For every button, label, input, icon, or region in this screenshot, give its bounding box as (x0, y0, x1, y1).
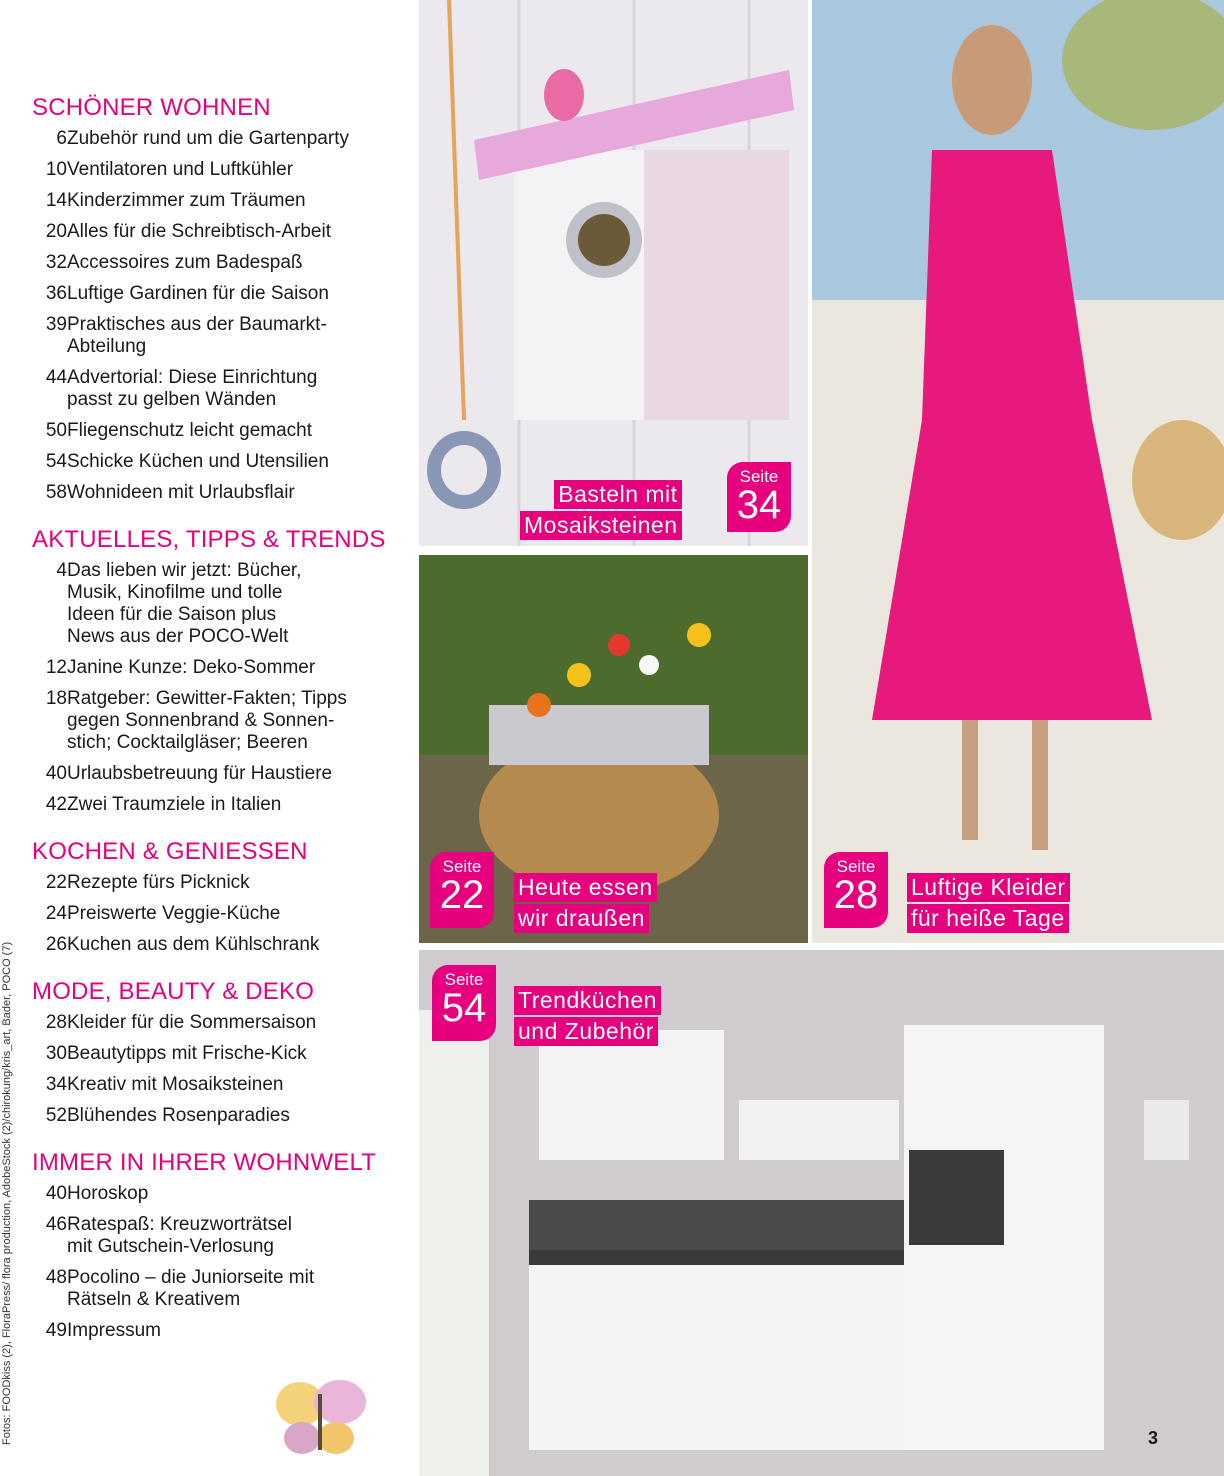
toc-entry[interactable] (32, 367, 402, 411)
toc-entry-page: 58 (45, 482, 67, 503)
toc-section-title: MODE, BEAUTY & DEKO (32, 978, 315, 1005)
toc-entry-page: 42 (45, 794, 67, 815)
badge-page-number: 22 (439, 873, 485, 917)
toc-entry[interactable] (32, 1214, 402, 1258)
toc-entry[interactable] (32, 283, 402, 305)
toc-entry-page: 18 (45, 688, 67, 709)
badge-seite-label: Seite (444, 970, 484, 989)
toc-entry[interactable] (32, 314, 402, 358)
toc-entry[interactable] (32, 560, 402, 648)
toc-entry-text: Janine Kunze: Deko-Sommer (67, 657, 316, 678)
toc-entry-text: Schicke Küchen und Utensilien (67, 451, 329, 472)
toc-entry[interactable] (32, 1183, 402, 1205)
toc-entry-text: Accessoires zum Badespaß (67, 252, 303, 273)
toc-section (32, 526, 402, 816)
toc-entry-text: Praktisches aus der Baumarkt- Abteilung (67, 314, 327, 357)
toc-entry[interactable] (32, 657, 402, 679)
toc-entry-text: Zwei Traumziele in Italien (67, 794, 282, 815)
toc-entry[interactable] (32, 1012, 402, 1034)
toc-entry[interactable] (32, 1043, 402, 1065)
badge-seite-label: Seite (442, 857, 482, 876)
badge-page-number: 28 (833, 873, 879, 917)
toc-entry-page: 54 (45, 451, 67, 472)
toc-entry-page: 10 (45, 159, 67, 180)
feature-caption-28-line1: Luftige Kleider (907, 873, 1070, 902)
toc-section (32, 94, 402, 504)
toc-entry-text: Kreativ mit Mosaiksteinen (67, 1074, 284, 1095)
toc-entry[interactable] (32, 221, 402, 243)
toc-section (32, 978, 402, 1127)
toc-entry[interactable] (32, 252, 402, 274)
toc-entry-text: Ventilatoren und Luftkühler (67, 159, 294, 180)
toc-entry-page: 34 (45, 1074, 67, 1095)
toc-entry-page: 39 (45, 314, 67, 335)
toc-entry-text: Kleider für die Sommersaison (67, 1012, 317, 1033)
feature-caption-54-line1: Trendküchen (514, 986, 661, 1015)
toc-entry-page: 49 (45, 1320, 67, 1341)
toc-entry[interactable] (32, 420, 402, 442)
feature-caption-54-line2: und Zubehör (514, 1017, 658, 1046)
toc-entry-page: 46 (45, 1214, 67, 1235)
toc-entry-text: Kinderzimmer zum Träumen (67, 190, 306, 211)
toc-entry-text: Alles für die Schreibtisch-Arbeit (67, 221, 331, 242)
toc-entry-page: 48 (45, 1267, 67, 1288)
toc-entry-page: 26 (45, 934, 67, 955)
feature-badge-54[interactable] (432, 965, 496, 1041)
toc-entry-text: Beautytipps mit Frische-Kick (67, 1043, 307, 1064)
toc-entry-text: Urlaubsbetreuung für Haustiere (67, 763, 333, 784)
toc-entry-page: 20 (45, 221, 67, 242)
toc-section (32, 1149, 402, 1342)
toc-entry[interactable] (32, 159, 402, 181)
toc-entry-text: Zubehör rund um die Gartenparty (67, 128, 349, 149)
toc-entry[interactable] (32, 482, 402, 504)
toc-entry-text: Fliegenschutz leicht gemacht (67, 420, 313, 441)
toc-entry-page: 4 (56, 560, 67, 581)
toc-entry-text: Preiswerte Veggie-Küche (67, 903, 281, 924)
toc-entry-page: 24 (45, 903, 67, 924)
toc-entry[interactable] (32, 1320, 402, 1342)
toc-entry-text: Wohnideen mit Urlaubsflair (67, 482, 295, 503)
toc-entry-page: 12 (45, 657, 67, 678)
table-of-contents (32, 94, 402, 1364)
toc-entry-page: 44 (45, 367, 67, 388)
toc-entry[interactable] (32, 763, 402, 785)
feature-caption-54 (514, 986, 661, 1048)
toc-entry-page: 36 (45, 283, 67, 304)
toc-entry[interactable] (32, 688, 402, 754)
toc-entry-text: Rezepte fürs Picknick (67, 872, 250, 893)
toc-entry-page: 50 (45, 420, 67, 441)
feature-caption-34-line1: Basteln mit (554, 480, 681, 509)
toc-entry[interactable] (32, 872, 402, 894)
page-number: 3 (1148, 1428, 1159, 1448)
toc-section-title: KOCHEN & GENIESSEN (32, 838, 308, 865)
toc-entry-page: 30 (45, 1043, 67, 1064)
feature-badge-34[interactable] (727, 462, 791, 532)
feature-caption-34 (520, 480, 682, 542)
toc-entry[interactable] (32, 903, 402, 925)
feature-badge-22[interactable] (430, 852, 494, 928)
badge-seite-label: Seite (836, 857, 876, 876)
toc-entry-page: 52 (45, 1105, 67, 1126)
toc-entry-page: 40 (45, 763, 67, 784)
toc-entry[interactable] (32, 190, 402, 212)
toc-entry-text: Kuchen aus dem Kühlschrank (67, 934, 320, 955)
toc-entry-page: 32 (45, 252, 67, 273)
feature-badge-28[interactable] (824, 852, 888, 928)
toc-entry-page: 28 (45, 1012, 67, 1033)
toc-section-title: SCHÖNER WOHNEN (32, 94, 271, 121)
dress-photo[interactable] (812, 0, 1224, 943)
badge-page-number: 34 (736, 483, 782, 527)
toc-entry-text: Advertorial: Diese Einrichtung passt zu gelben Wänden (67, 367, 318, 410)
toc-entry-text: Horoskop (67, 1183, 149, 1204)
feature-caption-22-line2: wir draußen (514, 904, 649, 933)
toc-section (32, 838, 402, 956)
toc-entry[interactable] (32, 1074, 402, 1096)
feature-caption-34-line2: Mosaiksteinen (520, 511, 682, 540)
toc-entry-page: 6 (56, 128, 67, 149)
feature-caption-22 (514, 873, 657, 935)
toc-entry[interactable] (32, 794, 402, 816)
badge-page-number: 54 (441, 986, 487, 1030)
feature-caption-28-line2: für heiße Tage (907, 904, 1069, 933)
badge-seite-label: Seite (739, 467, 779, 486)
toc-entry-page: 14 (45, 190, 67, 211)
toc-entry-text: Das lieben wir jetzt: Bücher, Musik, Kinofilme und tolle Ideen für die Saison plus News aus der POCO-Welt (67, 560, 302, 647)
toc-entry-text: Pocolino – die Juniorseite mit Rätseln & Kreativem (67, 1267, 315, 1310)
toc-entry-text: Impressum (67, 1320, 161, 1341)
toc-entry-text: Ratespaß: Kreuzworträtsel mit Gutschein-Verlosung (67, 1214, 292, 1257)
feature-caption-28 (907, 873, 1070, 935)
toc-section-title: AKTUELLES, TIPPS & TRENDS (32, 526, 386, 553)
toc-entry-text: Ratgeber: Gewitter-Fakten; Tipps gegen Sonnenbrand & Sonnen- stich; Cocktailgläser; Beeren (67, 688, 347, 753)
toc-entry[interactable] (32, 451, 402, 473)
toc-entry-text: Luftige Gardinen für die Saison (67, 283, 329, 304)
toc-entry-page: 22 (45, 872, 67, 893)
toc-entry[interactable] (32, 934, 402, 956)
toc-entry-text: Blühendes Rosenparadies (67, 1105, 290, 1126)
toc-entry-page: 40 (45, 1183, 67, 1204)
photo-credits: Fotos: FOODkiss (2), FloraPress/ flora production, AdobeStock (2)/chirokung/kris_art, Bader, POCO (7) (1, 941, 13, 1445)
toc-entry[interactable] (32, 1267, 402, 1311)
toc-section-title: IMMER IN IHRER WOHNWELT (32, 1149, 377, 1176)
toc-entry[interactable] (32, 128, 402, 150)
feature-caption-22-line1: Heute essen (514, 873, 657, 902)
toc-entry[interactable] (32, 1105, 402, 1127)
butterfly-icon (272, 1376, 368, 1460)
